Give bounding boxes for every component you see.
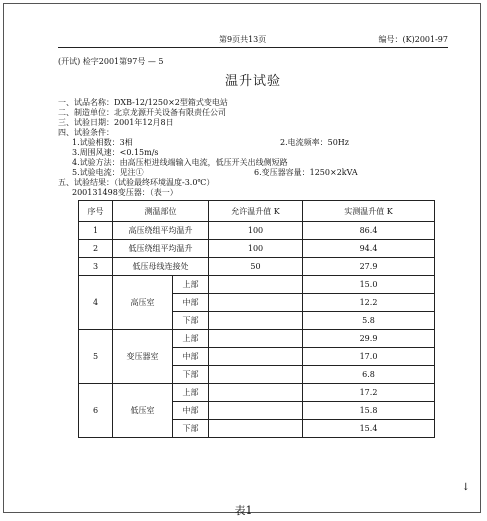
header-measured-rise: 实测温升值 K: [303, 201, 435, 222]
table-row: [79, 276, 435, 294]
document-number: 编号：(K)2001-97: [378, 35, 448, 44]
table-row: [79, 222, 435, 240]
row-allowed: [209, 420, 303, 438]
table-row: [79, 240, 435, 258]
row-allowed: [209, 294, 303, 312]
item-test-conditions: 四、试验条件：: [58, 128, 114, 137]
position-label: 中部: [173, 294, 209, 312]
row-allowed: [209, 402, 303, 420]
position-label: 上部: [173, 276, 209, 294]
position-label: 上部: [173, 384, 209, 402]
row-measured: 94.4: [303, 240, 435, 258]
table-header-row: [79, 201, 435, 222]
position-label: 中部: [173, 348, 209, 366]
row-no: 2: [79, 240, 113, 258]
paragraph-return-mark: ↓: [461, 482, 470, 493]
row-measured: 6.8: [303, 366, 435, 384]
item-test-date: 三、试验日期：2001年12月8日: [58, 118, 174, 127]
row-allowed: 100: [209, 240, 303, 258]
row-measured: 27.9: [303, 258, 435, 276]
position-label: 下部: [173, 420, 209, 438]
page-title: 温升试验: [224, 74, 281, 89]
figure-caption: 表1: [234, 504, 253, 517]
row-no: 1: [79, 222, 113, 240]
row-allowed: 100: [209, 222, 303, 240]
row-no: 3: [79, 258, 113, 276]
condition-phases: 1.试验相数：3相: [72, 138, 133, 147]
page-info: 第9页共13页: [219, 35, 267, 44]
condition-capacity: 6.变压器容量：1250×2kVA: [254, 168, 358, 177]
row-location: 低压母线连接处: [113, 258, 209, 276]
condition-method: 4.试验方法：由高压柜进线端输入电流，低压开关出线侧短路: [72, 158, 288, 167]
row-measured: 17.2: [303, 384, 435, 402]
row-measured: 12.2: [303, 294, 435, 312]
table-row: [79, 330, 435, 348]
reference-code: (开试) 检字2001第97号 — 5: [58, 57, 164, 66]
position-label: 上部: [173, 330, 209, 348]
row-measured: 86.4: [303, 222, 435, 240]
row-measured: 5.8: [303, 312, 435, 330]
row-measured: 15.8: [303, 402, 435, 420]
header-allowed-rise: 允许温升值 K: [209, 201, 303, 222]
table-row: [79, 384, 435, 402]
header-location: 测温部位: [113, 201, 209, 222]
row-allowed: [209, 276, 303, 294]
position-label: 中部: [173, 402, 209, 420]
header-rule: [58, 47, 448, 48]
results-table: [78, 200, 435, 438]
header-no: 序号: [79, 201, 113, 222]
group-location: 高压室: [113, 276, 173, 330]
row-allowed: 50: [209, 258, 303, 276]
position-label: 下部: [173, 312, 209, 330]
row-allowed: [209, 330, 303, 348]
position-label: 下部: [173, 366, 209, 384]
item-product-name: 一、试品名称：DXB-12/1250×2型箱式变电站: [58, 98, 228, 107]
results-subtitle: 200131498变压器：（表一）: [72, 188, 178, 197]
page-header: [58, 32, 448, 48]
table-row: [79, 258, 435, 276]
condition-wind-speed: 3.周围风速：<0.15m/s: [72, 148, 159, 157]
document-page: [58, 24, 448, 484]
group-no: 6: [79, 384, 113, 438]
row-allowed: [209, 312, 303, 330]
row-measured: 15.0: [303, 276, 435, 294]
row-measured: 29.9: [303, 330, 435, 348]
row-allowed: [209, 366, 303, 384]
condition-frequency: 2.电流频率：50Hz: [280, 138, 350, 147]
item-test-results: 五、试验结果：（试验最终环境温度-3.0℃）: [58, 178, 215, 187]
group-no: 5: [79, 330, 113, 384]
item-manufacturer: 二、制造单位：北京龙源开关设备有限责任公司: [58, 108, 226, 117]
row-allowed: [209, 384, 303, 402]
group-location: 变压器室: [113, 330, 173, 384]
group-location: 低压室: [113, 384, 173, 438]
row-location: 低压绕组平均温升: [113, 240, 209, 258]
row-location: 高压绕组平均温升: [113, 222, 209, 240]
group-no: 4: [79, 276, 113, 330]
row-allowed: [209, 348, 303, 366]
condition-current: 5.试验电流：见注①: [72, 168, 144, 177]
row-measured: 15.4: [303, 420, 435, 438]
row-measured: 17.0: [303, 348, 435, 366]
